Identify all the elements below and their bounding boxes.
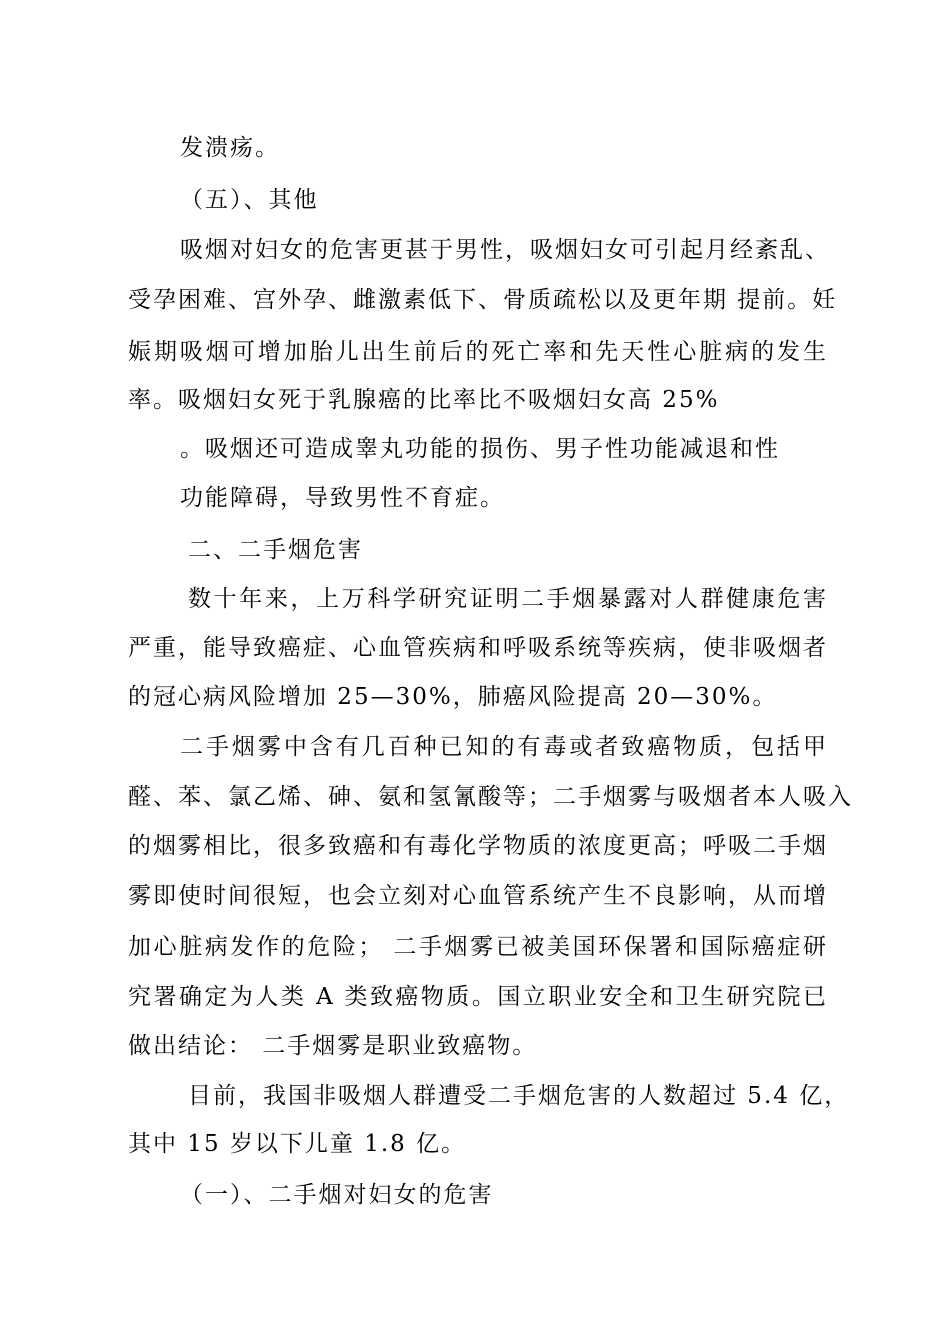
section-heading-two: 二、二手烟危害 [188, 537, 363, 563]
text-line-8: 功能障碍，导致男性不育症。 [180, 485, 505, 511]
text-line-20: 目前，我国非吸烟人群遭受二手烟危害的人数超过 5.4 亿， [188, 1083, 850, 1109]
text-line-19: 做出结论： 二手烟雾是职业致癌物。 [128, 1033, 538, 1059]
section-heading-five: （五）、其他 [180, 187, 319, 213]
text-line-3: 吸烟对妇女的危害更甚于男性，吸烟妇女可引起月经紊乱、 [180, 237, 830, 263]
text-line-10: 数十年来，上万科学研究证明二手烟暴露对人群健康危害 [188, 586, 828, 612]
text-line-16: 雾即使时间很短，也会立刻对心血管系统产生不良影响，从而增 [128, 883, 828, 909]
text-line-1: 发溃疡。 [180, 135, 280, 161]
text-line-21: 其中 15 岁以下儿童 1.8 亿。 [128, 1131, 467, 1157]
text-line-14: 醛、苯、氯乙烯、砷、氨和氢氰酸等；二手烟雾与吸烟者本人吸入 [128, 784, 853, 810]
text-line-5: 娠期吸烟可增加胎儿出生前后的死亡率和先天性心脏病的发生 [128, 339, 828, 365]
text-line-17: 加心脏病发作的危险； 二手烟雾已被美国环保署和国际癌症研 [128, 934, 828, 960]
text-line-13: 二手烟雾中含有几百种已知的有毒或者致癌物质，包括甲 [180, 734, 828, 760]
text-line-18: 究署确定为人类 A 类致癌物质。国立职业安全和卫生研究院已 [128, 984, 828, 1010]
text-line-4: 受孕困难、宫外孕、雌激素低下、骨质疏松以及更年期 提前。妊 [128, 287, 838, 313]
section-heading-one: （一）、二手烟对妇女的危害 [180, 1182, 494, 1208]
text-line-15: 的烟雾相比，很多致癌和有毒化学物质的浓度更高；呼吸二手烟 [128, 833, 828, 859]
text-line-7: 。吸烟还可造成睾丸功能的损伤、男子性功能减退和性 [180, 436, 780, 462]
text-line-6: 率。吸烟妇女死于乳腺癌的比率比不吸烟妇女高 25% [128, 387, 720, 413]
text-line-12: 的冠心病风险增加 25—30%，肺癌风险提高 20—30%。 [128, 684, 778, 710]
text-line-11: 严重，能导致癌症、心血管疾病和呼吸系统等疾病，使非吸烟者 [128, 635, 828, 661]
